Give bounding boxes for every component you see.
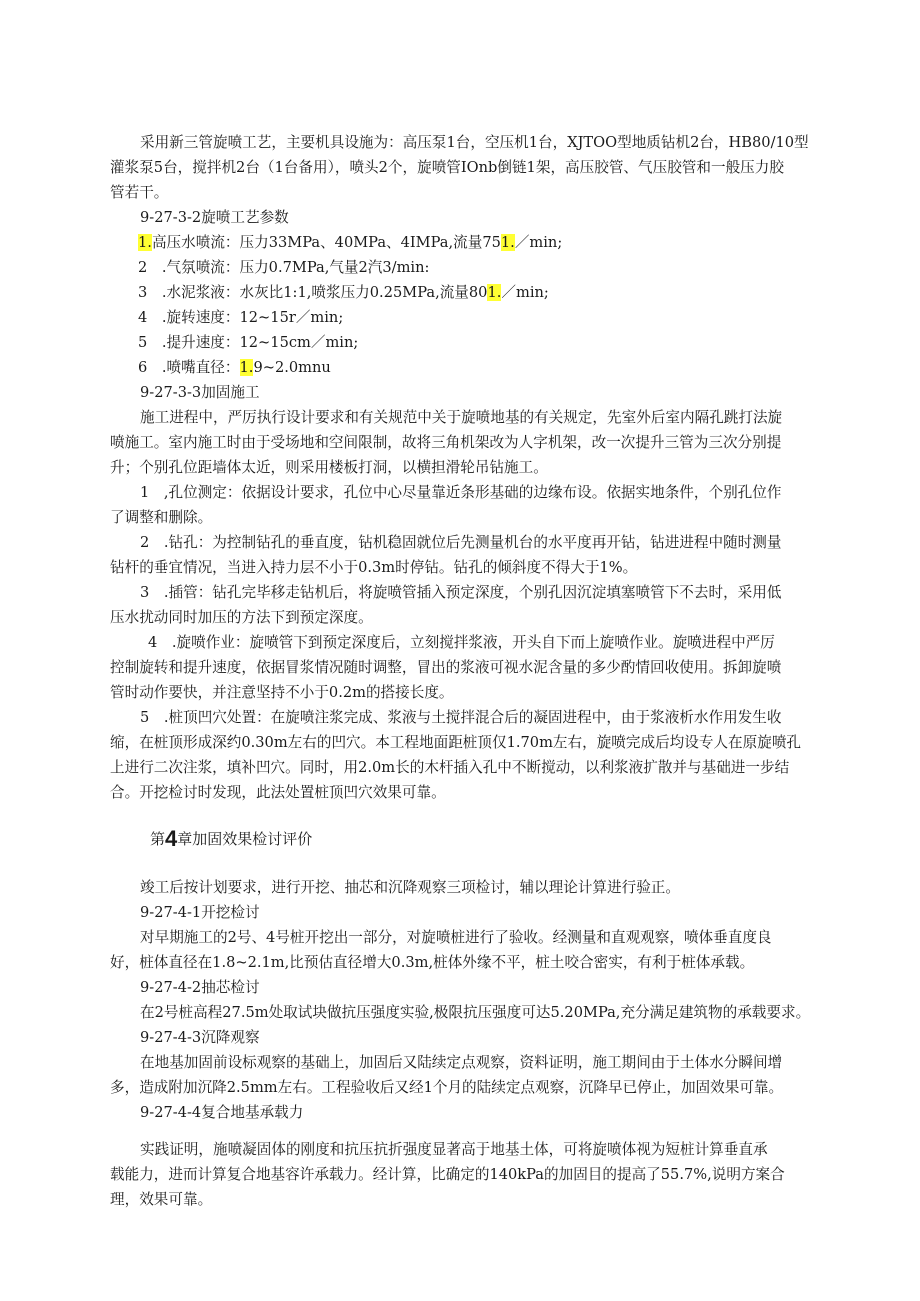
paragraph-line: 升；个别孔位距墙体太近，则采用楼板打洞，以横担滑轮吊钻施工。 <box>110 459 548 476</box>
paragraph-line: 施工进程中，严厉执行设计要求和有关规范中关于旋喷地基的有关规定，先室外后室内隔孔跳打法旋 <box>140 409 783 426</box>
paragraph-line: 在地基加固前设标观察的基础上，加固后又陆续定点观察，资料证明，施工期间由于土体水分瞬间增 <box>140 1054 783 1071</box>
intro-line-2: 灌浆泵5台，搅拌机2台（1台备用），喷头2个，旋喷管IOnb倒链1架，高压胶管、气压胶管和一般压力胶 <box>110 159 784 176</box>
paragraph-line: 5 .桩顶凹穴处置：在旋喷注浆完成、浆液与土搅拌混合后的凝固进程中，由于浆液析水作用发生收 <box>140 709 782 726</box>
paragraph-line: 对早期施工的2号、4号桩开挖出一部分，对旋喷桩进行了验收。经测量和直观观察，喷体垂直度良 <box>140 929 772 946</box>
paragraph-line: 喷施工。室内施工时由于受场地和空间限制，故将三角机架改为人字机架，改一次提升三管为三次分别提 <box>110 434 782 451</box>
paragraph-line: 合。开挖检讨时发现，此法处置桩顶凹穴效果可靠。 <box>110 784 446 801</box>
param-item: 6 .喷嘴直径：1.9~2.0mnu <box>138 359 331 376</box>
chapter-title: 第4章加固效果检讨评价 <box>150 826 313 851</box>
section-heading: 9-27-3-3加固施工 <box>140 384 260 401</box>
paragraph-line: 载能力，进而计算复合地基容许承载力。经计算，比确定的140kPa的加固目的提高了55.7%,说明方案合 <box>110 1166 785 1183</box>
paragraph-line: 了调整和删除。 <box>110 509 213 526</box>
section-heading: 9-27-4-1开挖检讨 <box>140 904 260 921</box>
param-item: 3 .水泥浆液：水灰比1:1,喷浆压力0.25MPa,流量801.／min; <box>138 284 549 301</box>
paragraph-line: 3 .插管：钻孔完毕移走钻机后，将旋喷管插入预定深度，个别孔因沉淀填塞喷管下不去时，采用低 <box>140 584 782 601</box>
highlight: 1. <box>138 234 152 251</box>
paragraph-line: 竣工后按计划要求，进行开挖、抽芯和沉降观察三项检讨，辅以理论计算进行验正。 <box>140 879 680 896</box>
paragraph-line: 1 ,孔位测定：依据设计要求，孔位中心尽量靠近条形基础的边缘布设。依据实地条件，个别孔位作 <box>140 484 782 501</box>
param-item: 1.高压水喷流：压力33MPa、40MPa、4IMPa,流量751.／min; <box>138 234 563 251</box>
highlight: 1. <box>487 284 502 301</box>
paragraph-line: 控制旋转和提升速度，依据冒浆情况随时调整，冒出的浆液可视水泥含量的多少酌情回收使用。拆卸旋喷 <box>110 659 782 676</box>
paragraph-line: 管时动作要快，并注意坚持不小于0.2m的搭接长度。 <box>110 684 454 701</box>
section-heading: 9-27-4-2抽芯检讨 <box>140 979 260 996</box>
param-item: 4 .旋转速度：12~15r／min; <box>138 309 344 326</box>
section-heading: 9-27-3-2旋喷工艺参数 <box>140 209 289 226</box>
param-item: 2 .气氛喷流：压力0.7MPa,气量2汽3/min: <box>138 259 430 276</box>
paragraph-line: 好，桩体直径在1.8~2.1m,比预估直径增大0.3m,桩体外缘不平，桩土咬合密实，有利于桩体承载。 <box>110 954 755 971</box>
paragraph-line: 压水扰动同时加压的方法下到预定深度。 <box>110 609 373 626</box>
paragraph-line: 2 .钻孔：为控制钻孔的垂直度，钻机稳固就位后先测量机台的水平度再开钻，钻进进程中随时测量 <box>140 534 782 551</box>
paragraph-line: 缩，在桩顶形成深约0.30m左右的凹穴。本工程地面距桩顶仅1.70m左右，旋喷完成后均设专人在原旋喷孔 <box>110 734 802 751</box>
paragraph-line: 钻杆的垂宜情况，当进入持力层不小于0.3m时停钻。钻孔的倾斜度不得大于1%。 <box>110 559 638 576</box>
section-heading: 9-27-4-3沉降观察 <box>140 1029 260 1046</box>
paragraph-line: 实践证明，施喷凝固体的刚度和抗压抗折强度显著高于地基土体，可将旋喷体视为短桩计算垂直承 <box>140 1141 768 1158</box>
intro-line-3: 管若干。 <box>110 184 169 201</box>
paragraph-line: 多，造成附加沉降2.5mm左右。工程验收后又经1个月的陆续定点观察，沉降早已停止，加固效果可靠。 <box>110 1079 784 1096</box>
param-item: 5 .提升速度：12~15cm／min; <box>138 334 359 351</box>
section-heading: 9-27-4-4复合地基承载力 <box>140 1104 304 1121</box>
paragraph-line: 上进行二次注浆，填补凹穴。同时，用2.0m长的木杆插入孔中不断搅动，以利浆液扩散并与基础进一步结 <box>110 759 790 776</box>
paragraph-line: 4 .旋喷作业：旋喷管下到预定深度后，立刻搅拌浆液，开头自下而上旋喷作业。旋喷进程中严厉 <box>148 634 775 651</box>
highlight: 1. <box>500 234 515 251</box>
paragraph-line: 理，效果可靠。 <box>110 1191 213 1208</box>
paragraph-line: 在2号桩高程27.5m处取试块做抗压强度实验,极限抗压强度可达5.20MPa,充分满足建筑物的承载要求。 <box>140 1004 811 1021</box>
highlight: 1. <box>239 359 254 376</box>
intro-line-1: 采用新三管旋喷工艺，主要机具设施为：高压泵1台，空压机1台，XJTOO型地质钻机2台，HB80/10型 <box>140 134 809 151</box>
